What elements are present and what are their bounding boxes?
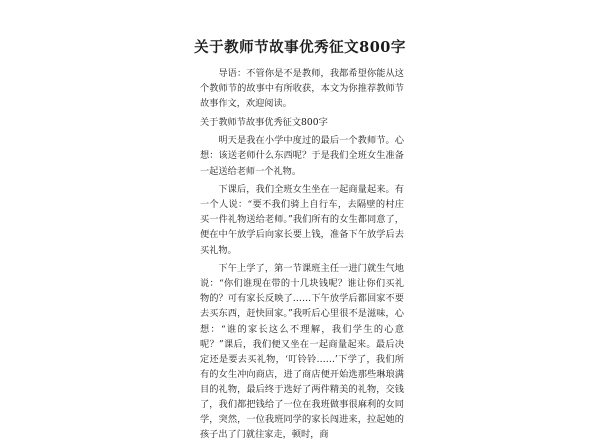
body-paragraph-3: 下午上学了，第一节课班主任一进门就生气地说：“你们谁现在带的十几块钱呢？谁让你们买礼物的？可有家长反映了……下午放学后都回家不要去买东西，赶快回家。”我听后心里很不是滋味，心想：“谁的家长这么不理解，我们学生的心意呢？”课后，我们便又坐在一起商量起来。最后决定还是要去买礼物，‘叮铃铃……’下学了，我们所有的女生冲向商店，进了商店便开始选那些琳琅满目的礼物，最后终于选好了两件精美的礼物，交钱了，我们都把钱给了一位在我班做事很麻利的女同学，突然，一位我班同学的家长闯进来，拉起她的孩子出了门就往家走，顿时，商 (200, 263, 404, 441)
body-paragraph-1: 明天是我在小学中度过的最后一个教师节。心想：该送老师什么东西呢？于是我们全班女生准备一起送给老师一个礼物。 (200, 135, 404, 177)
body-paragraph-2: 下课后，我们全班女生坐在一起商量起来。有一个人说：“要不我们骑上自行车，去隔壁的村庄买一件礼物送给老师。”我们所有的女生都同意了，便在中午放学后向家长要上钱，准备下午放学后去买礼物。 (200, 184, 404, 256)
document-title: 关于教师节故事优秀征文800字 (194, 39, 406, 56)
section-subheading: 关于教师节故事优秀征文800字 (200, 116, 328, 128)
document-body (200, 66, 404, 446)
intro-paragraph: 导语：不管你是不是教师，我都希望你能从这个教师节的故事中有所收获，本文为你推荐教师节故事作文，欢迎阅读。 (200, 68, 404, 110)
